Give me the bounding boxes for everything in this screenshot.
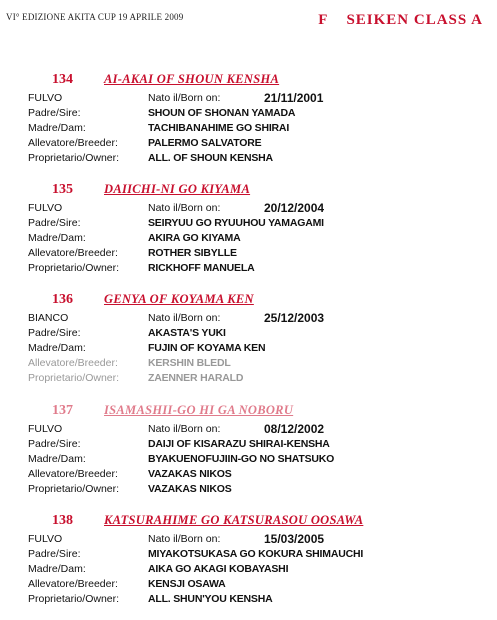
class-heading [318, 12, 483, 29]
coat-color: FULVO [28, 533, 63, 545]
dam-value: TACHIBANAHIME GO SHIRAI [148, 122, 290, 134]
sire-value: DAIJI OF KISARAZU SHIRAI-KENSHA [148, 438, 330, 450]
owner-label: Proprietario/Owner: [28, 152, 120, 164]
dam-label: Madre/Dam: [28, 453, 86, 465]
dog-name: AI-AKAI OF SHOUN KENSHA [104, 72, 280, 86]
entry-134 [0, 72, 497, 167]
class-letter: F [318, 12, 329, 28]
entry-number: 134 [52, 72, 73, 87]
birth-date: 15/03/2005 [264, 532, 325, 546]
breeder-value: KERSHIN BLEDL [148, 357, 231, 369]
dam-label: Madre/Dam: [28, 232, 86, 244]
dam-value: AKIRA GO KIYAMA [148, 232, 241, 244]
sire-value: MIYAKOTSUKASA GO KOKURA SHIMAUCHI [148, 548, 364, 560]
dam-label: Madre/Dam: [28, 122, 86, 134]
coat-color: BIANCO [28, 312, 69, 324]
dam-value: BYAKUENOFUJIIN-GO NO SHATSUKO [148, 453, 335, 465]
dam-value: AIKA GO AKAGI KOBAYASHI [148, 563, 289, 575]
owner-label: Proprietario/Owner: [28, 262, 120, 274]
breeder-label: Allevatore/Breeder: [28, 468, 118, 480]
dam-label: Madre/Dam: [28, 563, 86, 575]
birth-date: 08/12/2002 [264, 422, 325, 436]
class-name: SEIKEN CLASS A [346, 12, 483, 28]
dam-label: Madre/Dam: [28, 342, 86, 354]
breeder-value: ROTHER SIBYLLE [148, 247, 237, 259]
born-label: Nato il/Born on: [148, 423, 221, 435]
breeder-value: KENSJI OSAWA [148, 578, 226, 590]
coat-color: FULVO [28, 92, 63, 104]
birth-date: 20/12/2004 [264, 201, 325, 215]
breeder-label: Allevatore/Breeder: [28, 137, 118, 149]
entry-number: 135 [52, 182, 73, 197]
breeder-value: PALERMO SALVATORE [148, 137, 262, 149]
sire-value: AKASTA'S YUKI [148, 327, 226, 339]
breeder-label: Allevatore/Breeder: [28, 247, 118, 259]
born-label: Nato il/Born on: [148, 312, 221, 324]
entry-number: 137 [52, 403, 73, 418]
sire-value: SEIRYUU GO RYUUHOU YAMAGAMI [148, 217, 324, 229]
dam-value: FUJIN OF KOYAMA KEN [148, 342, 266, 354]
born-label: Nato il/Born on: [148, 202, 221, 214]
sire-label: Padre/Sire: [28, 438, 81, 450]
owner-value: VAZAKAS NIKOS [148, 483, 232, 495]
breeder-label: Allevatore/Breeder: [28, 578, 118, 590]
breeder-value: VAZAKAS NIKOS [148, 468, 232, 480]
entry-135 [0, 182, 497, 277]
owner-label: Proprietario/Owner: [28, 372, 120, 384]
sire-label: Padre/Sire: [28, 107, 81, 119]
coat-color: FULVO [28, 202, 63, 214]
entry-number: 136 [52, 292, 73, 307]
entry-number: 138 [52, 513, 73, 528]
sire-label: Padre/Sire: [28, 327, 81, 339]
owner-value: ALL. OF SHOUN KENSHA [148, 152, 273, 164]
coat-color: FULVO [28, 423, 63, 435]
born-label: Nato il/Born on: [148, 533, 221, 545]
owner-value: RICKHOFF MANUELA [148, 262, 255, 274]
entry-136 [0, 292, 497, 387]
owner-value: ZAENNER HARALD [148, 372, 244, 384]
owner-value: ALL. SHUN'YOU KENSHA [148, 593, 273, 605]
event-title: VI° EDIZIONE AKITA CUP 19 APRILE 2009 [6, 12, 184, 22]
dog-name: ISAMASHII-GO HI GA NOBORU [104, 403, 294, 417]
owner-label: Proprietario/Owner: [28, 483, 120, 495]
dog-name: KATSURAHIME GO KATSURASOU OOSAWA [104, 513, 364, 527]
dog-name: GENYA OF KOYAMA KEN [104, 292, 254, 306]
entry-137 [0, 403, 497, 498]
owner-label: Proprietario/Owner: [28, 593, 120, 605]
birth-date: 25/12/2003 [264, 311, 325, 325]
sire-value: SHOUN OF SHONAN YAMADA [148, 107, 296, 119]
birth-date: 21/11/2001 [264, 91, 324, 105]
breeder-label: Allevatore/Breeder: [28, 357, 118, 369]
sire-label: Padre/Sire: [28, 548, 81, 560]
dog-name: DAIICHI-NI GO KIYAMA [104, 182, 251, 196]
born-label: Nato il/Born on: [148, 92, 221, 104]
entry-138 [0, 513, 497, 608]
sire-label: Padre/Sire: [28, 217, 81, 229]
